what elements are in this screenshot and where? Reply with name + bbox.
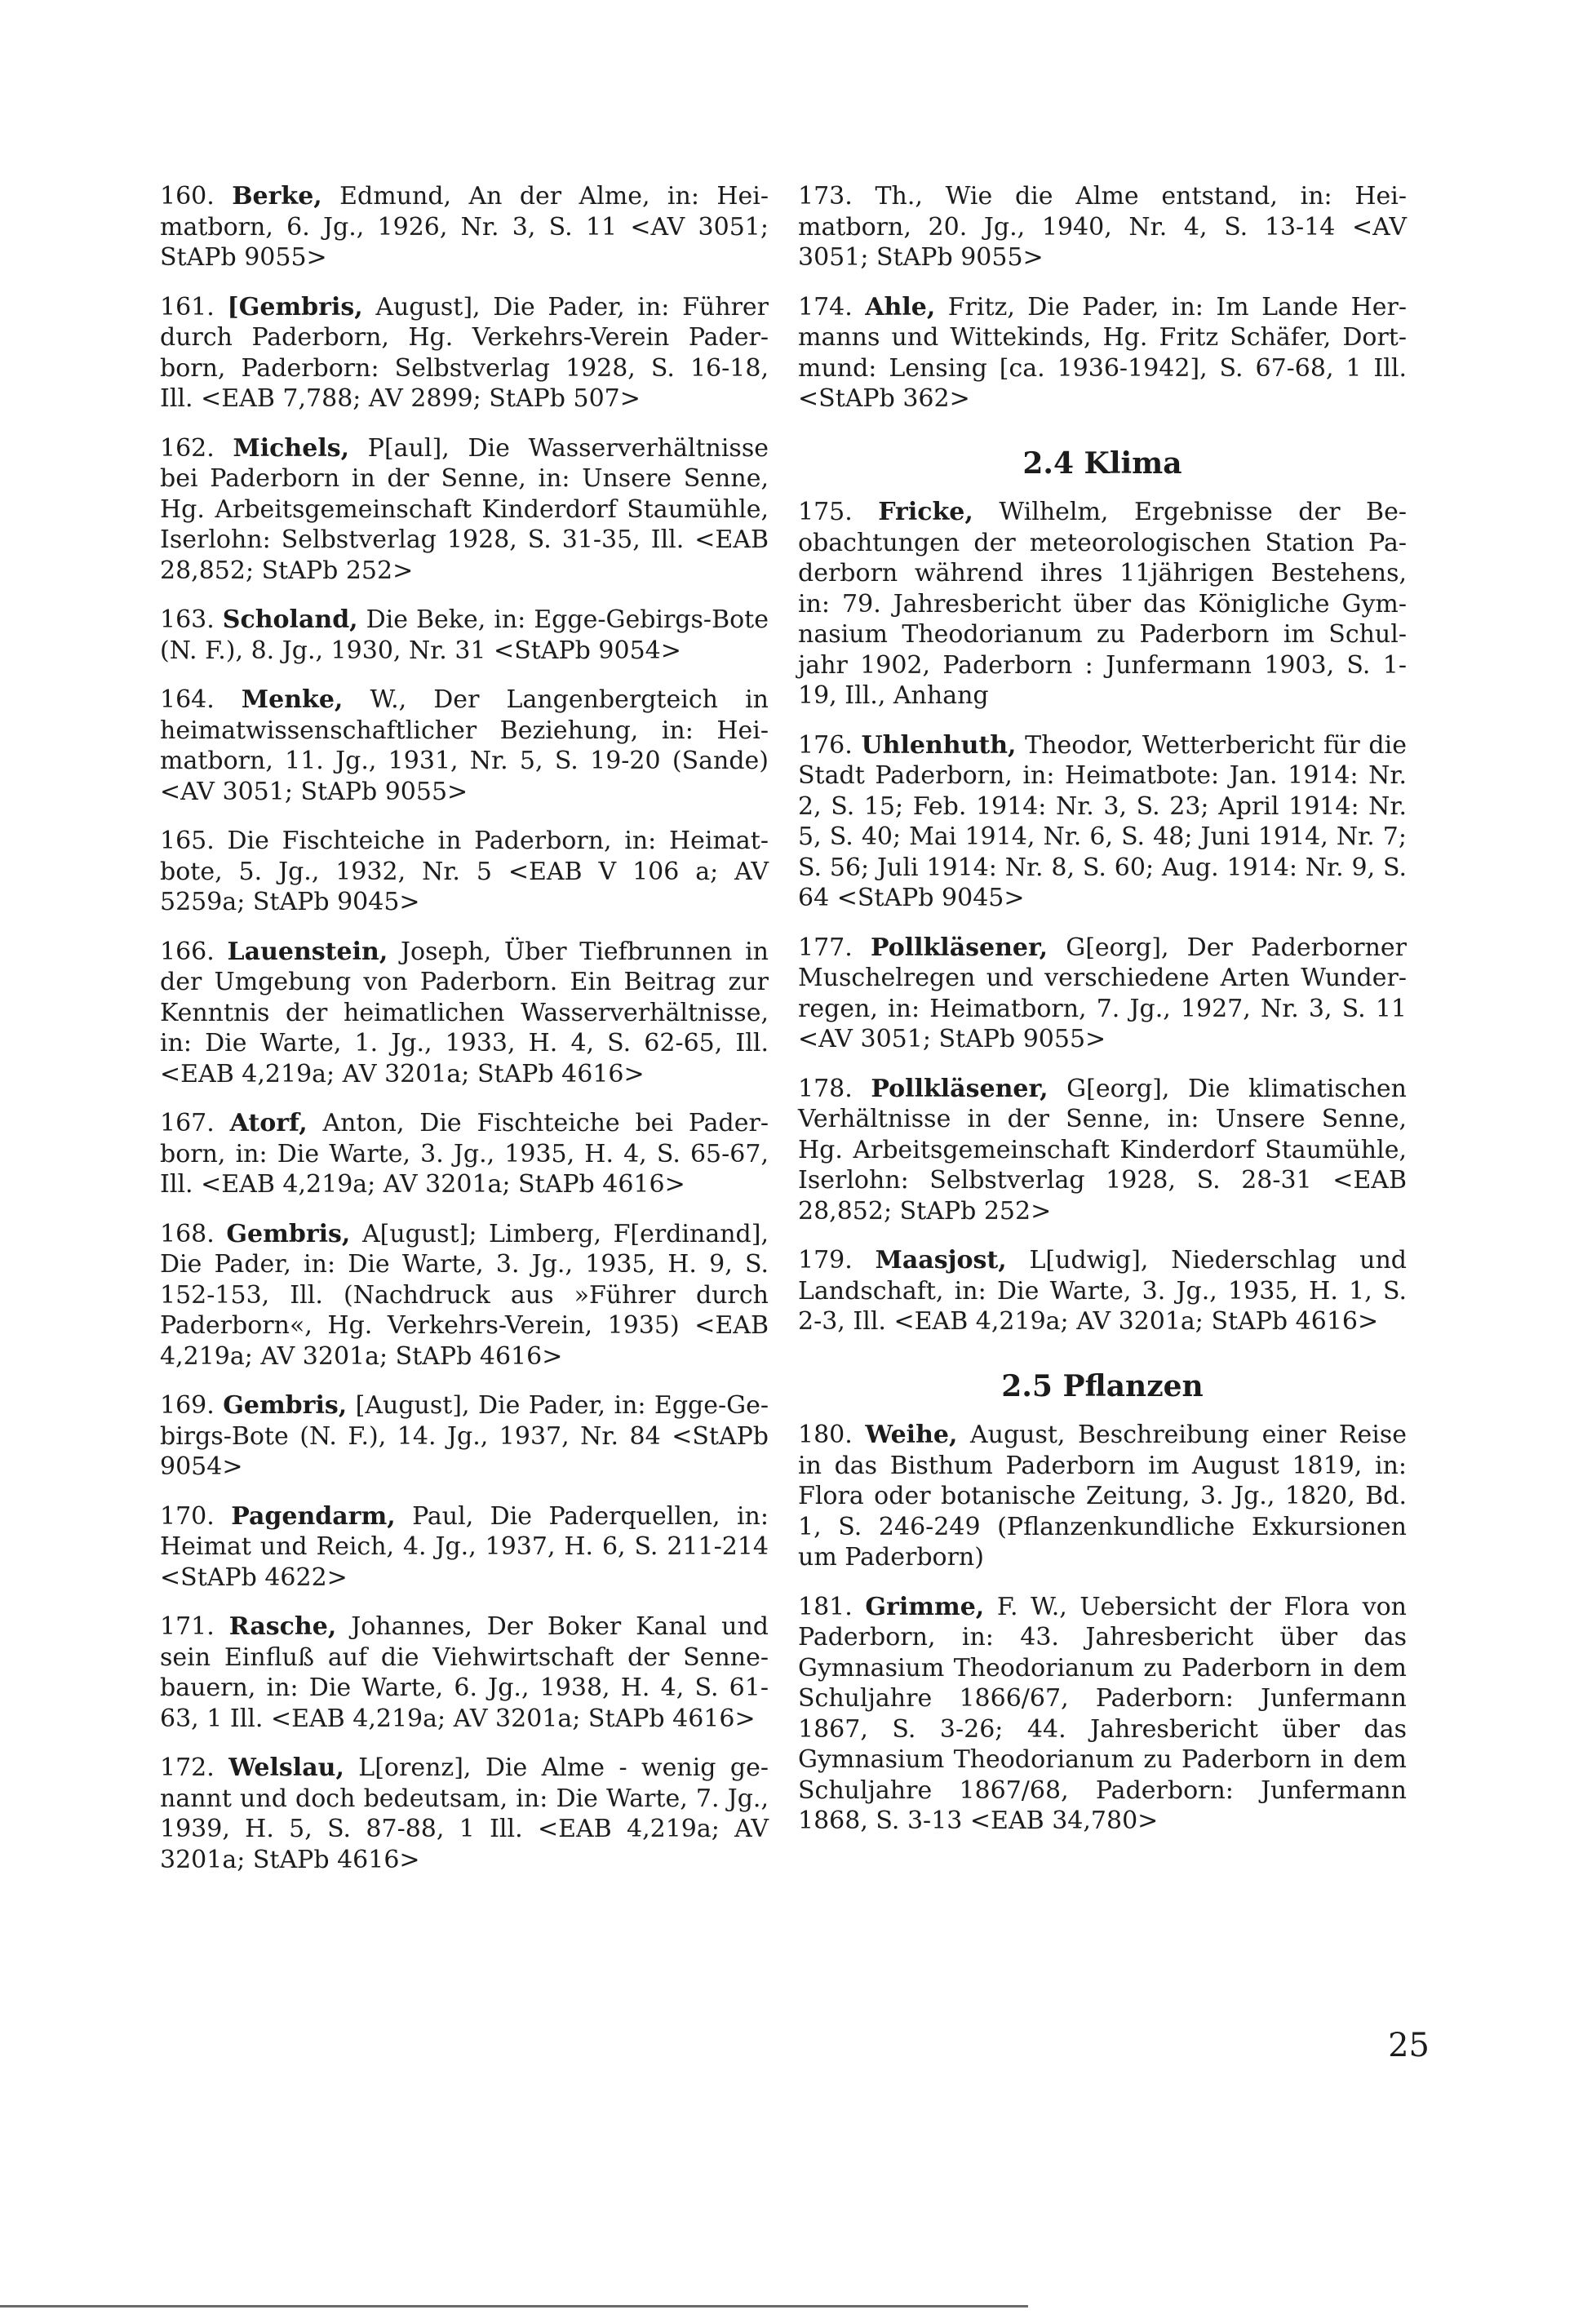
page-number: 25 [1388,2027,1430,2064]
entry-168: 168. Gembris, A[ugust]; Limberg, F[erdinand], Die Pader, in: Die Warte, 3. Jg., 1935, H. 9, S. 152-153, Ill. (Nachdruck aus »Führer durch Paderborn«, Hg. Verkehrs-Verein, 1935) <EAB 4,219a; AV 3201a; StAPb 4616> [160,1219,769,1371]
entry-181: 181. Grimme, F. W., Uebersicht der Flora von Paderborn, in: 43. Jahresbericht über das Gymnasium Theodorianum zu Paderborn in dem Schuljahre 1866/67, Paderborn: Junfermann 1867, S. 3-26; 44. Jahresbericht über das Gymnasium Theodorianum zu Paderborn in dem Schuljahre 1867/68, Paderborn: Junfermann 1868, S. 3-13 <EAB 34,780> [798,1592,1407,1835]
entry-177: 177. Pollkläsener, G[eorg], Der Paderborner Muschelregen und verschiedene Arten Wunderregen, in: Heimatborn, 7. Jg., 1927, Nr. 3, S. 11 <AV 3051; StAPb 9055> [798,933,1407,1053]
section-heading-pflanzen: 2.5 Pflanzen [1001,1368,1204,1403]
entry-169: 169. Gembris, [August], Die Pader, in: Egge-Gebirgs-Bote (N. F.), 14. Jg., 1937, Nr. 84 <StAPb 9054> [160,1391,769,1481]
entry-178: 178. Pollkläsener, G[eorg], Die klimatischen Verhältnisse in der Senne, in: Unsere Senne, Hg. Arbeitsgemeinschaft Kinderdorf Staumühle, Iserlohn: Selbstverlag 1928, S. 28-31 <EAB 28,852; StAPb 252> [798,1074,1407,1226]
left-column [160,181,769,1894]
entry-180: 180. Weihe, August, Beschreibung einer Reise in das Bisthum Paderborn im August 1819, in: Flora oder botanische Zeitung, 3. Jg., 1820, Bd. 1, S. 246-249 (Pflanzenkundliche Exkursionen um Paderborn) [798,1421,1407,1572]
entry-165: 165. Die Fischteiche in Paderborn, in: Heimatbote, 5. Jg., 1932, Nr. 5 <EAB V 106 a; AV 5259a; StAPb 9045> [160,827,769,916]
bottom-scan-rule [0,2305,1028,2307]
entry-175: 175. Fricke, Wilhelm, Ergebnisse der Beobachtungen der meteorologischen Station Paderborn während ihres 11jährigen Bestehens, in: 79. Jahresbericht über das Königliche Gymnasium Theodorianum zu Paderborn im Schuljahr 1902, Paderborn : Junfermann 1903, S. 1-19, Ill., Anhang [798,498,1407,710]
entry-172: 172. Welslau, L[orenz], Die Alme - wenig genannt und doch bedeutsam, in: Die Warte, 7. Jg., 1939, H. 5, S. 87-88, 1 Ill. <EAB 4,219a; AV 3201a; StAPb 4616> [160,1753,769,1874]
entry-162: 162. Michels, P[aul], Die Wasserverhältnisse bei Paderborn in der Senne, in: Unsere Senne, Hg. Arbeitsgemeinschaft Kinderdorf Staumühle, Iserlohn: Selbstverlag 1928, S. 31-35, Ill. <EAB 28,852; StAPb 252> [160,433,769,585]
section-heading-klima: 2.4 Klima [1022,446,1182,481]
entry-173: 173. Th., Wie die Alme entstand, in: Heimatborn, 20. Jg., 1940, Nr. 4, S. 13-14 <AV 3051; StAPb 9055> [798,182,1407,272]
right-column [798,181,1407,1855]
entry-167: 167. Atorf, Anton, Die Fischteiche bei Paderborn, in: Die Warte, 3. Jg., 1935, H. 4, S. 65-67, Ill. <EAB 4,219a; AV 3201a; StAPb 4616> [160,1109,769,1199]
entry-163: 163. Scholand, Die Beke, in: Egge-Gebirgs-Bote (N. F.), 8. Jg., 1930, Nr. 31 <StAPb 9054> [160,605,769,665]
entry-174: 174. Ahle, Fritz, Die Pader, in: Im Lande Hermanns und Wittekinds, Hg. Fritz Schäfer, Dortmund: Lensing [ca. 1936-1942], S. 67-68, 1 Ill. <StAPb 362> [798,292,1407,413]
entry-170: 170. Pagendarm, Paul, Die Paderquellen, in: Heimat und Reich, 4. Jg., 1937, H. 6, S. 211-214 <StAPb 4622> [160,1501,769,1592]
entry-161: 161. [Gembris, August], Die Pader, in: Führer durch Paderborn, Hg. Verkehrs-Verein Paderborn, Paderborn: Selbstverlag 1928, S. 16-18, Ill. <EAB 7,788; AV 2899; StAPb 507> [160,292,769,413]
entry-166: 166. Lauenstein, Joseph, Über Tiefbrunnen in der Umgebung von Paderborn. Ein Beitrag zur Kenntnis der heimatlichen Wasserverhältnisse, in: Die Warte, 1. Jg., 1933, H. 4, S. 62-65, Ill. <EAB 4,219a; AV 3201a; StAPb 4616> [160,937,769,1088]
entry-179: 179. Maasjost, L[udwig], Niederschlag und Landschaft, in: Die Warte, 3. Jg., 1935, H. 1, S. 2-3, Ill. <EAB 4,219a; AV 3201a; StAPb 4616> [798,1246,1407,1336]
entry-171: 171. Rasche, Johannes, Der Boker Kanal und sein Einfluß auf die Viehwirtschaft der Sennebauern, in: Die Warte, 6. Jg., 1938, H. 4, S. 61-63, 1 Ill. <EAB 4,219a; AV 3201a; StAPb 4616> [160,1612,769,1733]
entry-176: 176. Uhlenhuth, Theodor, Wetterbericht für die Stadt Paderborn, in: Heimatbote: Jan. 1914: Nr. 2, S. 15; Feb. 1914: Nr. 3, S. 23; April 1914: Nr. 5, S. 40; Mai 1914, Nr. 6, S. 48; Juni 1914, Nr. 7; S. 56; Juli 1914: Nr. 8, S. 60; Aug. 1914: Nr. 9, S. 64 <StAPb 9045> [798,730,1407,912]
entry-160: 160. Berke, Edmund, An der Alme, in: Heimatborn, 6. Jg., 1926, Nr. 3, S. 11 <AV 3051; StAPb 9055> [160,182,769,272]
entry-164: 164. Menke, W., Der Langenbergteich in heimatwissenschaftlicher Beziehung, in: Heimatborn, 11. Jg., 1931, Nr. 5, S. 19-20 (Sande) <AV 3051; StAPb 9055> [160,685,769,806]
